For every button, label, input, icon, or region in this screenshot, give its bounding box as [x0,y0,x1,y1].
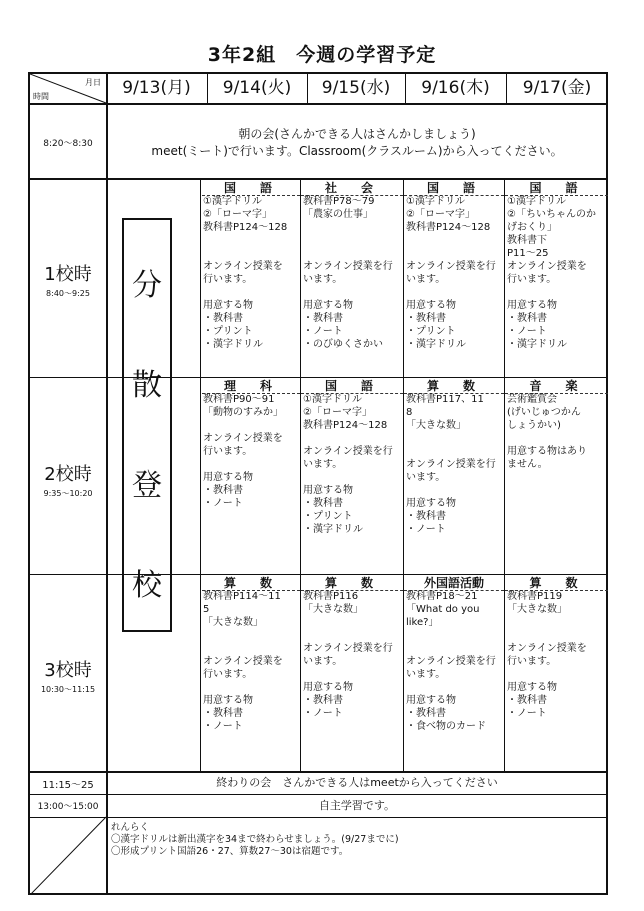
lesson-cell: 教科書P119 「大きな数」 オンライン授業を 行います。 用意する物 ・教科書 ・ノート [507,591,587,719]
date-header: 9/14(火) [222,78,292,98]
period-time: 9:35～10:20 [43,489,93,498]
lesson-cell: ①漢字ドリル ②「ローマ字」 教科書P124～128 オンライン授業を行 います。 用意する物 ・教科書 ・プリント ・漢字ドリル [303,394,393,535]
lesson-cell: 教科書P18～21 「What do you like?」 オンライン授業を行 います。 用意する物 ・教科書 ・食べ物のカード [406,591,496,732]
selfstudy-text: 自主学習です。 [318,799,396,812]
bunsan-char: 散 [132,368,162,403]
subject-heading: 算 数 [301,575,403,591]
bunsan-toko-box [122,218,172,632]
subject-heading: 算 数 [404,378,504,394]
date-header: 9/13(月) [122,78,191,98]
schedule-table [28,72,608,895]
period-2-label [30,460,106,499]
date-header: 9/17(金) [522,78,592,98]
selfstudy-time: 13:00～15:00 [37,802,99,812]
corner-time-label: 時間 [33,92,49,101]
morning-line-2: meet(ミート)で行います。Classroom(クラスルーム)から入ってください。 [151,144,563,158]
lesson-cell: ①漢字ドリル ②「ローマ字」 教科書P124～128 オンライン授業を 行います。 用意する物 ・教科書 ・プリント ・漢字ドリル [203,196,288,350]
period-3-label [30,656,106,695]
morning-line-1: 朝の会(さんかできる人はさんかしましょう) [238,127,476,141]
lesson-cell: ①漢字ドリル ②「ローマ字」 教科書P124～128 オンライン授業を行 います。 用意する物 ・教科書 ・プリント ・漢字ドリル [406,196,496,350]
date-header: 9/15(水) [321,78,391,98]
bunsan-char: 校 [132,568,162,603]
lesson-cell: 教科書P114～11 5 「大きな数」 オンライン授業を 行います。 用意する物 ・教科書 ・ノート [203,591,283,732]
period-name: 2校時 [44,464,92,485]
subject-heading: 社 会 [301,180,403,196]
period-name: 3校時 [44,660,92,681]
subject-heading: 国 語 [404,180,504,196]
lesson-cell: ①漢字ドリル ②「ちいちゃんのか げおくり」 教科書下 P11～25 オンライン授業を 行います。 用意する物 ・教科書 ・ノート ・漢字ドリル [507,196,596,350]
subject-heading: 算 数 [202,575,300,591]
lesson-cell: 芸術鑑賞会 (げいじゅつかん しょうかい) 用意する物はあり ません。 [507,394,587,470]
page-title: 3年2組 今週の学習予定 [207,44,437,66]
date-header: 9/16(木) [421,78,490,98]
bunsan-char: 登 [132,468,162,503]
subject-heading: 国 語 [505,180,608,196]
period-time: 10:30～11:15 [40,685,96,694]
lesson-cell: 教科書P117、11 8 「大きな数」 オンライン授業を行 います。 用意する物 ・教科書 ・ノート [406,394,496,535]
subject-heading: 外国語活動 [404,575,504,591]
corner-day-label: 月日 [85,78,101,87]
notes: れんらく 〇漢字ドリルは新出漢字を34まで終わらせましょう。(9/27までに) 〇形成プリント国語26・27、算数27～30は宿題です。 [111,822,399,857]
lesson-cell: 教科書P90～91 「動物のすみか」 オンライン授業を 行います。 用意する物 ・教科書 ・ノート [203,394,283,509]
period-time: 8:40～9:25 [46,289,90,298]
subject-heading: 理 科 [202,378,300,394]
subject-heading: 算 数 [505,575,608,591]
closing-time: 11:15～25 [42,780,94,791]
morning-time: 8:20～8:30 [43,139,93,149]
period-1-label [30,260,106,299]
subject-heading: 国 語 [301,378,403,394]
bunsan-char: 分 [132,268,162,303]
lesson-cell: 教科書P116 「大きな数」 オンライン授業を行 います。 用意する物 ・教科書 ・ノート [303,591,393,719]
lesson-cell: 教科書P78～79 「農家の仕事」 オンライン授業を行 います。 用意する物 ・教科書 ・ノート ・のびゆくさかい [303,196,393,350]
subject-heading: 音 楽 [505,378,608,394]
period-name: 1校時 [44,264,92,285]
closing-text: 終わりの会 さんかできる人はmeetから入ってください [216,776,498,789]
subject-heading: 国 語 [202,180,300,196]
